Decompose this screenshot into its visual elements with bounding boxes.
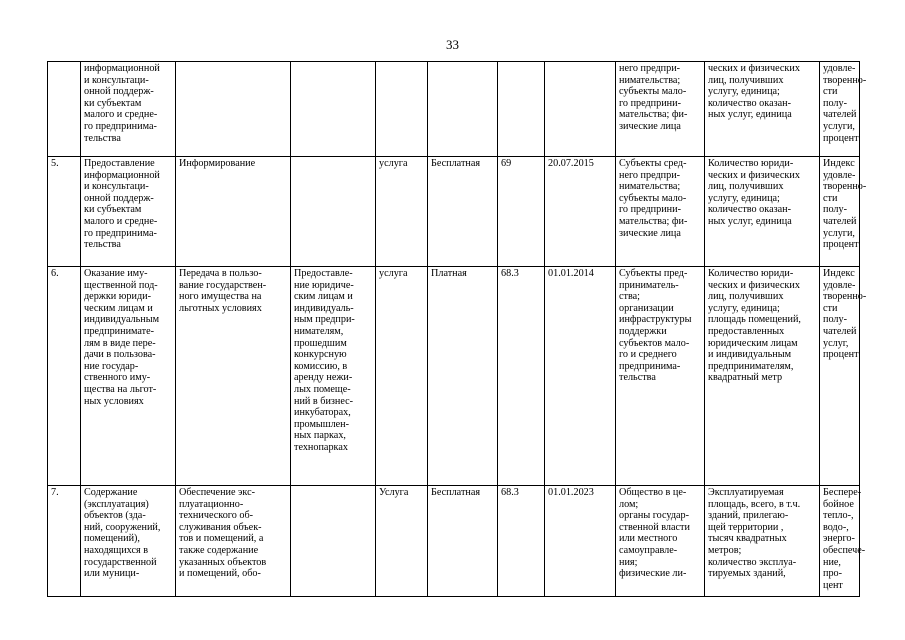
payment-cell: Бесплатная <box>428 157 498 267</box>
service-name-cell: Предоставление информационной и консультаци- онной поддерж- ки субъектам малого и средне- го предпринима- тельства <box>81 157 176 267</box>
page-number: 33 <box>446 37 459 52</box>
recipients-cell: Субъекты сред- него предпри- нимательства; субъекты мало- го предприни- мательства; фи- зические лица <box>616 157 705 267</box>
recipients-cell: Субъекты пред- приниматель- ства; организации инфраструктуры поддержки субъектов мало- го и среднего предпринима- тельства <box>616 267 705 486</box>
table-row <box>48 486 860 597</box>
code-cell: 68.3 <box>498 486 545 597</box>
service-name-cell: информационной и консультаци- онной поддерж- ки субъектам малого и средне- го предпринима- тельства <box>81 62 176 157</box>
row-number-cell: 6. <box>48 267 81 486</box>
service-type-cell: Услуга <box>376 486 428 597</box>
code-cell: 68.3 <box>498 267 545 486</box>
payment-cell: Платная <box>428 267 498 486</box>
service-name-cell: Содержание (эксплуатация) объектов (зда- ний, сооружений, помещений), находящихся в государственной или муници- <box>81 486 176 597</box>
table-row <box>48 267 860 486</box>
table-row <box>48 157 860 267</box>
indicator-cell: Количество юриди- ческих и физических лиц, получивших услугу, единица; площадь помещений, предоставленных юридическим лицам и индивидуальным предпринимателям, квадратный метр <box>705 267 820 486</box>
service-condition-cell <box>291 62 376 157</box>
service-name-cell: Оказание иму- щественной под- держки юриди- ческим лицам и индивидуальным предпринимате- лям в виде пере- дачи в пользова- ние государ- ственного иму- щества на льгот- ных условиях <box>81 267 176 486</box>
service-content-cell: Передача в пользо- вание государствен- ного имущества на льготных условиях <box>176 267 291 486</box>
quality-cell: Индекс удовле- творенно- сти полу- чателей услуги, процент <box>820 157 860 267</box>
code-cell: 69 <box>498 157 545 267</box>
quality-cell: Беспере- бойное тепло-, водо-, энерго- обеспече- ние, про- цент <box>820 486 860 597</box>
row-number-cell <box>48 62 81 157</box>
service-condition-cell: Предоставле- ние юридиче- ским лицам и индивидуаль- ным предпри- нимателям, прошедшим конкурсную комиссию, в аренду нежи- лых помеще- ний в бизнес- инкубаторах, промышлен- ных парках, технопарках <box>291 267 376 486</box>
service-condition-cell <box>291 486 376 597</box>
service-type-cell <box>376 62 428 157</box>
quality-cell: Индекс удовле- творенно- сти полу- чателей услуг, процент <box>820 267 860 486</box>
recipients-cell: него предпри- нимательства; субъекты мало- го предприни- мательства; фи- зические лица <box>616 62 705 157</box>
date-cell: 20.07.2015 <box>545 157 616 267</box>
service-content-cell: Обеспечение экс- плуатационно- технического об- служивания объек- тов и помещений, а также содержание указанных объектов и помещений, обо- <box>176 486 291 597</box>
recipients-cell: Общество в це- лом; органы государ- ственной власти или местного самоуправле- ния; физические ли- <box>616 486 705 597</box>
indicator-cell: Эксплуатируемая площадь, всего, в т.ч. зданий, прилегаю- щей территории , тысяч квадратных метров; количество эксплуа- тируемых зданий, <box>705 486 820 597</box>
service-content-cell: Информирование <box>176 157 291 267</box>
service-condition-cell <box>291 157 376 267</box>
indicator-cell: Количество юриди- ческих и физических лиц, получивших услугу, единица; количество оказан- ных услуг, единица <box>705 157 820 267</box>
date-cell: 01.01.2014 <box>545 267 616 486</box>
row-number-cell: 7. <box>48 486 81 597</box>
payment-cell <box>428 62 498 157</box>
row-number-cell: 5. <box>48 157 81 267</box>
service-type-cell: услуга <box>376 157 428 267</box>
date-cell <box>545 62 616 157</box>
payment-cell: Бесплатная <box>428 486 498 597</box>
service-content-cell <box>176 62 291 157</box>
table-row <box>48 62 860 157</box>
service-type-cell: услуга <box>376 267 428 486</box>
quality-cell: удовле- творенно- сти полу- чателей услуги, процент <box>820 62 860 157</box>
indicator-cell: ческих и физических лиц, получивших услугу, единица; количество оказан- ных услуг, единица <box>705 62 820 157</box>
code-cell <box>498 62 545 157</box>
date-cell: 01.01.2023 <box>545 486 616 597</box>
services-table <box>47 61 867 597</box>
